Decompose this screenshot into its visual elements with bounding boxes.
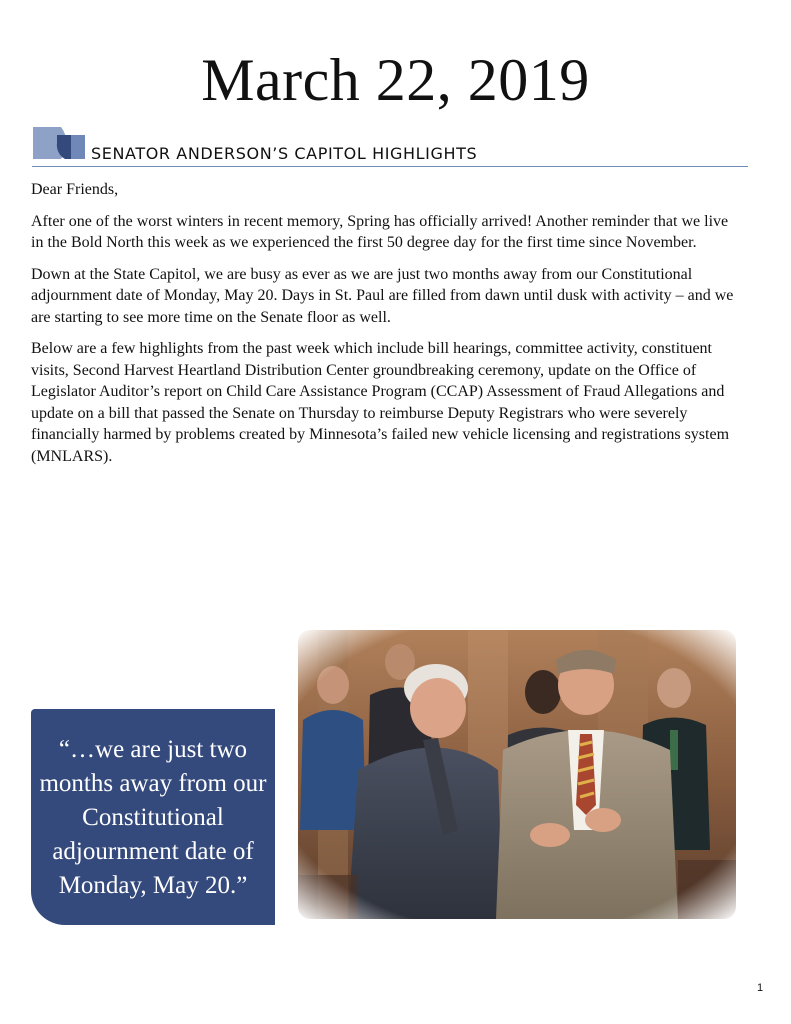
body-paragraph: After one of the worst winters in recent memory, Spring has officially arrived! Another reminder that we live in the Bold North this week as we experienced the first 50 degree day for the first time since November. bbox=[31, 212, 729, 251]
letter-body bbox=[31, 179, 743, 477]
body-paragraph: Down at the State Capitol, we are busy as ever as we are just two months away from our Constitutional adjournment date of Monday, May 20. Days in St. Paul are filled from dawn until dusk with activity – and we are starting to see more time on the Senate floor as well. bbox=[31, 265, 734, 326]
greeting: Dear Friends, bbox=[31, 181, 119, 198]
senate-floor-photo bbox=[298, 630, 736, 919]
page-number: 1 bbox=[757, 982, 764, 994]
senate-logo-icon bbox=[31, 125, 87, 161]
newsletter-date: March 22, 2019 bbox=[201, 47, 590, 113]
newsletter-header-title: SENATOR ANDERSON’S CAPITOL HIGHLIGHTS bbox=[91, 144, 478, 163]
header-divider bbox=[32, 166, 748, 167]
body-paragraph: Below are a few highlights from the past week which include bill hearings, committee activity, constituent visits, Second Harvest Heartland Distribution Center groundbreaking ceremony, update on the Office of Legislator Auditor’s report on Child Care Assistance Program (CCAP) Assessment of Fraud Allegations and update on a bill that passed the Senate on Thursday to reimburse Deputy Registrars who were severely financially harmed by problems created by Minnesota’s failed new vehicle licensing and registrations system (MNLARS). bbox=[31, 340, 730, 465]
pull-quote: “…we are just two months away from our Constitutional adjournment date of Monday, May 20.” bbox=[31, 709, 275, 925]
